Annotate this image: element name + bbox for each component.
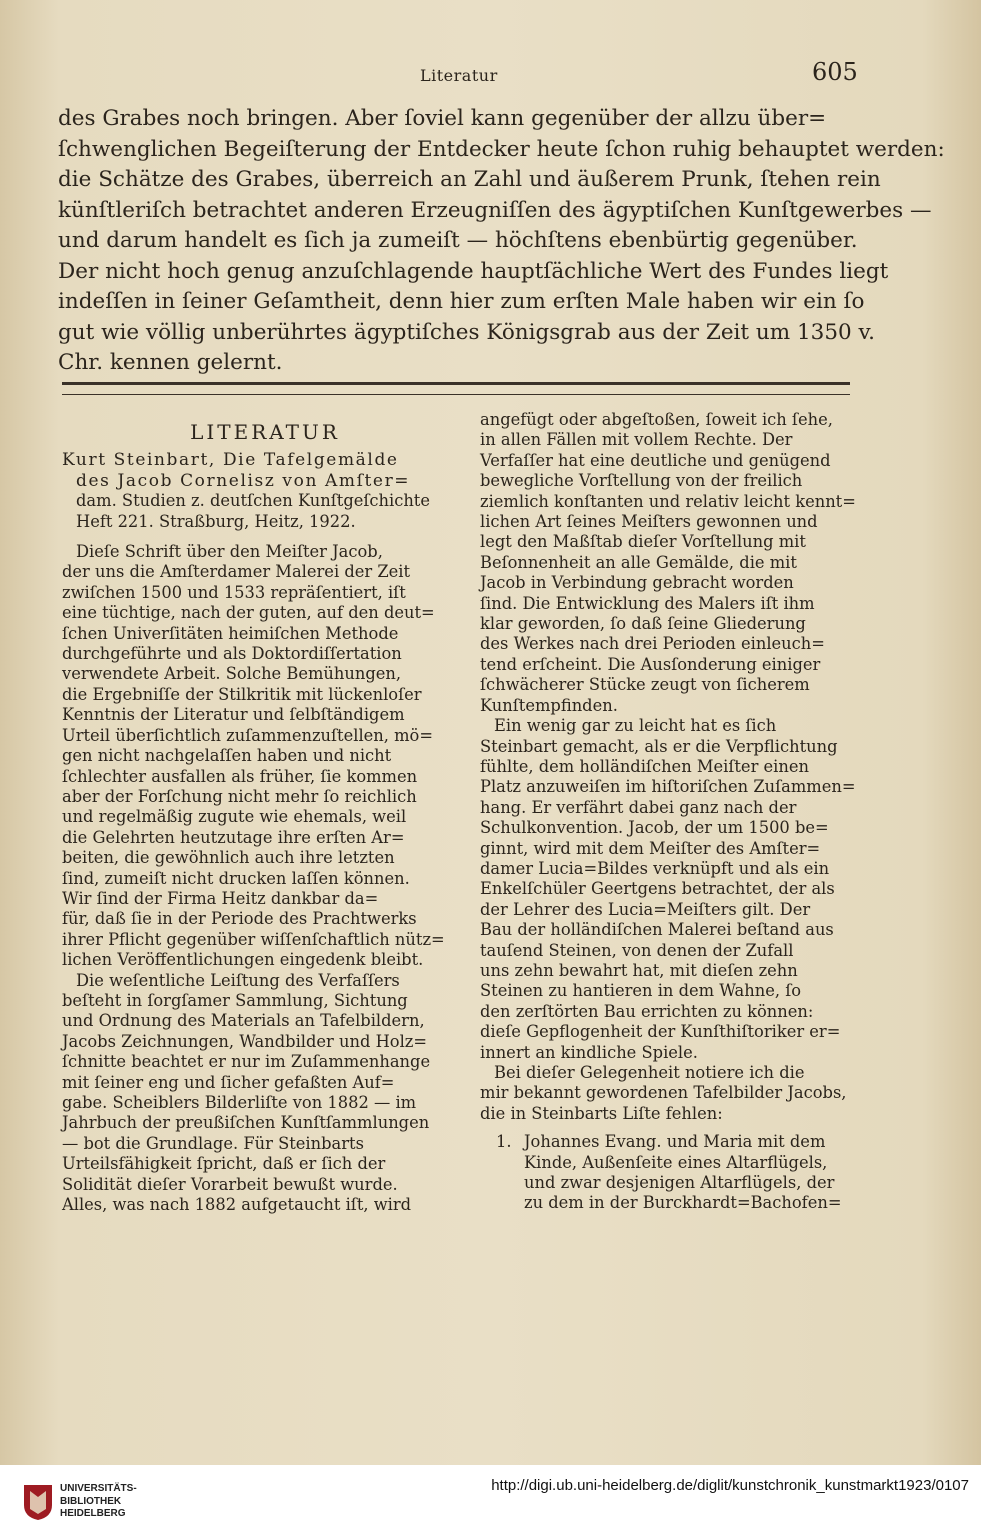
body-line: Jahrbuch der preußiſchen Kunſtſammlungen (62, 1113, 430, 1133)
body-line: der Lehrer des Lucia=Meiſters gilt. Der (480, 899, 811, 919)
body-line: beſteht in ſorgſamer Sammlung, Sichtung (62, 990, 408, 1010)
body-line: innert an kindliche Spiele. (480, 1042, 698, 1062)
source-url-link[interactable]: http://digi.ub.uni-heidelberg.de/diglit/kunstchronik_kunstmarkt1923/0107 (491, 1477, 969, 1494)
body-line: ginnt, wird mit dem Meiſter des Amſter= (480, 838, 821, 858)
body-line: legt den Maßſtab dieſer Vorſtellung mit (480, 532, 806, 552)
body-line: Jacob in Verbindung gebracht worden (480, 573, 794, 593)
body-line: des Werkes nach drei Perioden einleuch= (480, 634, 825, 654)
intro-line: künſtleriſch betrachtet anderen Erzeugniſſen des ägyptiſchen Kunſtgewerbes — (58, 197, 932, 223)
body-line: der uns die Amſterdamer Malerei der Zeit (62, 562, 411, 582)
body-line: Urteil überſichtlich zuſammenzuſtellen, mö= (62, 725, 434, 745)
intro-line: des Grabes noch bringen. Aber ſoviel kann gegenüber der allzu über= (58, 106, 827, 131)
list-item-line: Johannes Evang. und Maria mit dem (524, 1132, 826, 1152)
body-line: ſchen Univerſitäten heimiſchen Methode (62, 623, 399, 643)
body-line: ſchlechter ausfallen als früher, ſie kommen (62, 766, 418, 786)
section-divider (62, 382, 850, 395)
body-line: für, daß ſie in der Periode des Prachtwerks (62, 909, 417, 929)
logo-line: BIBLIOTHEK (60, 1495, 122, 1507)
book-entry-line: Heft 221. Straßburg, Heitz, 1922. (76, 511, 356, 531)
body-line: Kunſtempfinden. (480, 695, 618, 715)
body-line: Dieſe Schrift über den Meiſter Jacob, (76, 542, 383, 562)
body-line: Steinen zu hantieren in dem Wahne, ſo (480, 981, 802, 1001)
body-line: bewegliche Vorſtellung von der freilich (480, 471, 803, 491)
body-line: ſchwächerer Stücke zeugt von ſicherem (480, 675, 810, 695)
body-line: in allen Fällen mit vollem Rechte. Der (480, 430, 793, 450)
body-line: Jacobs Zeichnungen, Wandbilder und Holz= (62, 1031, 427, 1051)
body-line: ziemlich konſtanten und relativ leicht kennt= (480, 491, 856, 511)
body-line: die Gelehrten heutzutage ihre erſten Ar= (62, 827, 405, 847)
body-line: ſind. Die Entwicklung des Malers iſt ihm (480, 593, 815, 613)
book-entry-line: dam. Studien z. deutſchen Kunſtgeſchichte (76, 491, 430, 511)
body-line: ſind, zumeiſt nicht drucken laſſen können. (62, 868, 410, 888)
logo-line: UNIVERSITÄTS- (60, 1483, 137, 1494)
list-item (480, 1132, 864, 1214)
body-line: und regelmäßig zugute wie ehemals, weil (62, 807, 407, 827)
intro-line: und darum handelt es ſich ja zumeiſt — höchſtens ebenbürtig gegenüber. (58, 228, 858, 253)
body-line: eine tüchtige, nach der guten, auf den deut= (62, 603, 435, 623)
intro-line: Chr. kennen gelernt. (58, 350, 283, 375)
body-line: beiten, die gewöhnlich auch ihre letzten (62, 848, 395, 868)
body-line: die Ergebniſſe der Stilkritik mit lückenloſer (62, 684, 422, 704)
right-column (480, 410, 864, 1214)
intro-paragraph (58, 104, 945, 379)
body-line: damer Lucia=Bildes verknüpft und als ein (480, 858, 830, 878)
body-line: Kenntnis der Literatur und ſelbſtändigem (62, 705, 405, 725)
left-column (62, 410, 458, 1215)
body-line: verwendete Arbeit. Solche Bemühungen, (62, 664, 402, 684)
body-line: Bei dieſer Gelegenheit notiere ich die (494, 1063, 805, 1082)
body-line: Enkelſchüler Geertgens betrachtet, der als (480, 879, 835, 899)
body-line: Solidität dieſer Vorarbeit bewußt wurde. (62, 1174, 398, 1194)
book-entry-line: des Jacob Cornelisz von Amſter= (76, 470, 411, 491)
body-line: gabe. Scheiblers Bilderliſte von 1882 — im (62, 1093, 417, 1112)
body-line: die in Steinbarts Liſte fehlen: (480, 1103, 723, 1123)
list-item-line: zu dem in der Burckhardt=Bachofen= (524, 1193, 842, 1213)
body-line: fühlte, dem holländiſchen Meiſter einen (480, 756, 809, 776)
list-item-line: und zwar desjenigen Altarflügels, der (524, 1173, 835, 1193)
body-line: Verfaſſer hat eine deutliche und genügend (480, 450, 831, 470)
body-line: Die weſentliche Leiſtung des Verfaſſers (76, 970, 400, 990)
body-line: lichen Veröffentlichungen eingedenk bleibt. (62, 950, 424, 970)
body-line: uns zehn bewahrt hat, mit dieſen zehn (480, 960, 798, 980)
footer-bar (0, 1465, 981, 1539)
body-line: dieſe Gepflogenheit der Kunſthiſtoriker er= (480, 1022, 841, 1042)
body-line: — bot die Grundlage. Für Steinbarts (62, 1133, 364, 1153)
page-number: 605 (812, 58, 858, 86)
body-line: Platz anzuweiſen im hiſtoriſchen Zuſammen= (480, 777, 856, 797)
body-line: tauſend Steinen, von denen der Zufall (480, 940, 794, 960)
body-line: ſchnitte beachtet er nur im Zuſammenhange (62, 1052, 431, 1072)
running-title: Literatur (420, 66, 498, 85)
intro-line: indeſſen in ſeiner Geſamtheit, denn hier zum erſten Male haben wir ein ſo (58, 289, 865, 314)
body-line: Urteilsfähigkeit ſpricht, daß er ſich der (62, 1154, 386, 1174)
list-item-line: Kinde, Außenſeite eines Altarflügels, (524, 1152, 828, 1172)
library-seal-icon (22, 1483, 54, 1521)
body-line: Bau der holländiſchen Malerei beſtand aus (480, 920, 834, 940)
body-line: lichen Art ſeines Meiſters gewonnen und (480, 512, 818, 532)
body-line: Steinbart gemacht, als er die Verpflichtung (480, 736, 838, 756)
body-line: ihrer Pflicht gegenüber wiſſenſchaftlich nütz= (62, 929, 445, 949)
body-line: mit ſeiner eng und ſicher gefaßten Auf= (62, 1072, 395, 1092)
book-entry (62, 450, 458, 532)
body-line: Alles, was nach 1882 aufgetaucht iſt, wird (62, 1195, 412, 1215)
section-heading: LITERATUR (190, 420, 340, 444)
body-line: aber der Forſchung nicht mehr ſo reichlich (62, 786, 417, 806)
intro-line: Der nicht hoch genug anzuſchlagende hauptſächliche Wert des Fundes liegt (58, 258, 889, 284)
body-line: gen nicht nachgelaſſen haben und nicht (62, 746, 392, 766)
body-line: und Ordnung des Materials an Tafelbildern, (62, 1011, 425, 1031)
logo-line: HEIDELBERG (60, 1508, 126, 1519)
intro-line: ſchwenglichen Begeiſterung der Entdecker heute ſchon ruhig behauptet werden: (58, 136, 945, 162)
body-line: tend erſcheint. Die Ausſonderung einiger (480, 654, 821, 674)
body-line: den zerſtörten Bau errichten zu können: (480, 1001, 814, 1021)
body-line: hang. Er verfährt dabei ganz nach der (480, 797, 797, 817)
body-line: angefügt oder abgeſtoßen, ſoweit ich ſehe, (480, 410, 833, 429)
body-line: Schulkonvention. Jacob, der um 1500 be= (480, 818, 829, 838)
body-line: mir bekannt gewordenen Tafelbilder Jacobs, (480, 1083, 847, 1103)
intro-line: gut wie völlig unberührtes ägyptiſches Königsgrab aus der Zeit um 1350 v. (58, 319, 875, 345)
book-entry-line: Kurt Steinbart, Die Tafelgemälde (62, 450, 399, 471)
body-line: Beſonnenheit an alle Gemälde, die mit (480, 552, 797, 572)
intro-line: die Schätze des Grabes, überreich an Zahl und äußerem Prunk, ſtehen rein (58, 167, 881, 192)
body-line: klar geworden, ſo daß ſeine Gliederung (480, 614, 806, 634)
body-line: Ein wenig gar zu leicht hat es ſich (494, 716, 777, 736)
body-line: zwiſchen 1500 und 1533 repräſentiert, iſt (62, 582, 406, 602)
list-item-number: 1. (496, 1132, 512, 1152)
body-line: durchgeführte und als Doktordiſſertation (62, 644, 402, 664)
library-logo-text (60, 1483, 137, 1521)
body-line: Wir ſind der Firma Heitz dankbar da= (62, 888, 379, 908)
